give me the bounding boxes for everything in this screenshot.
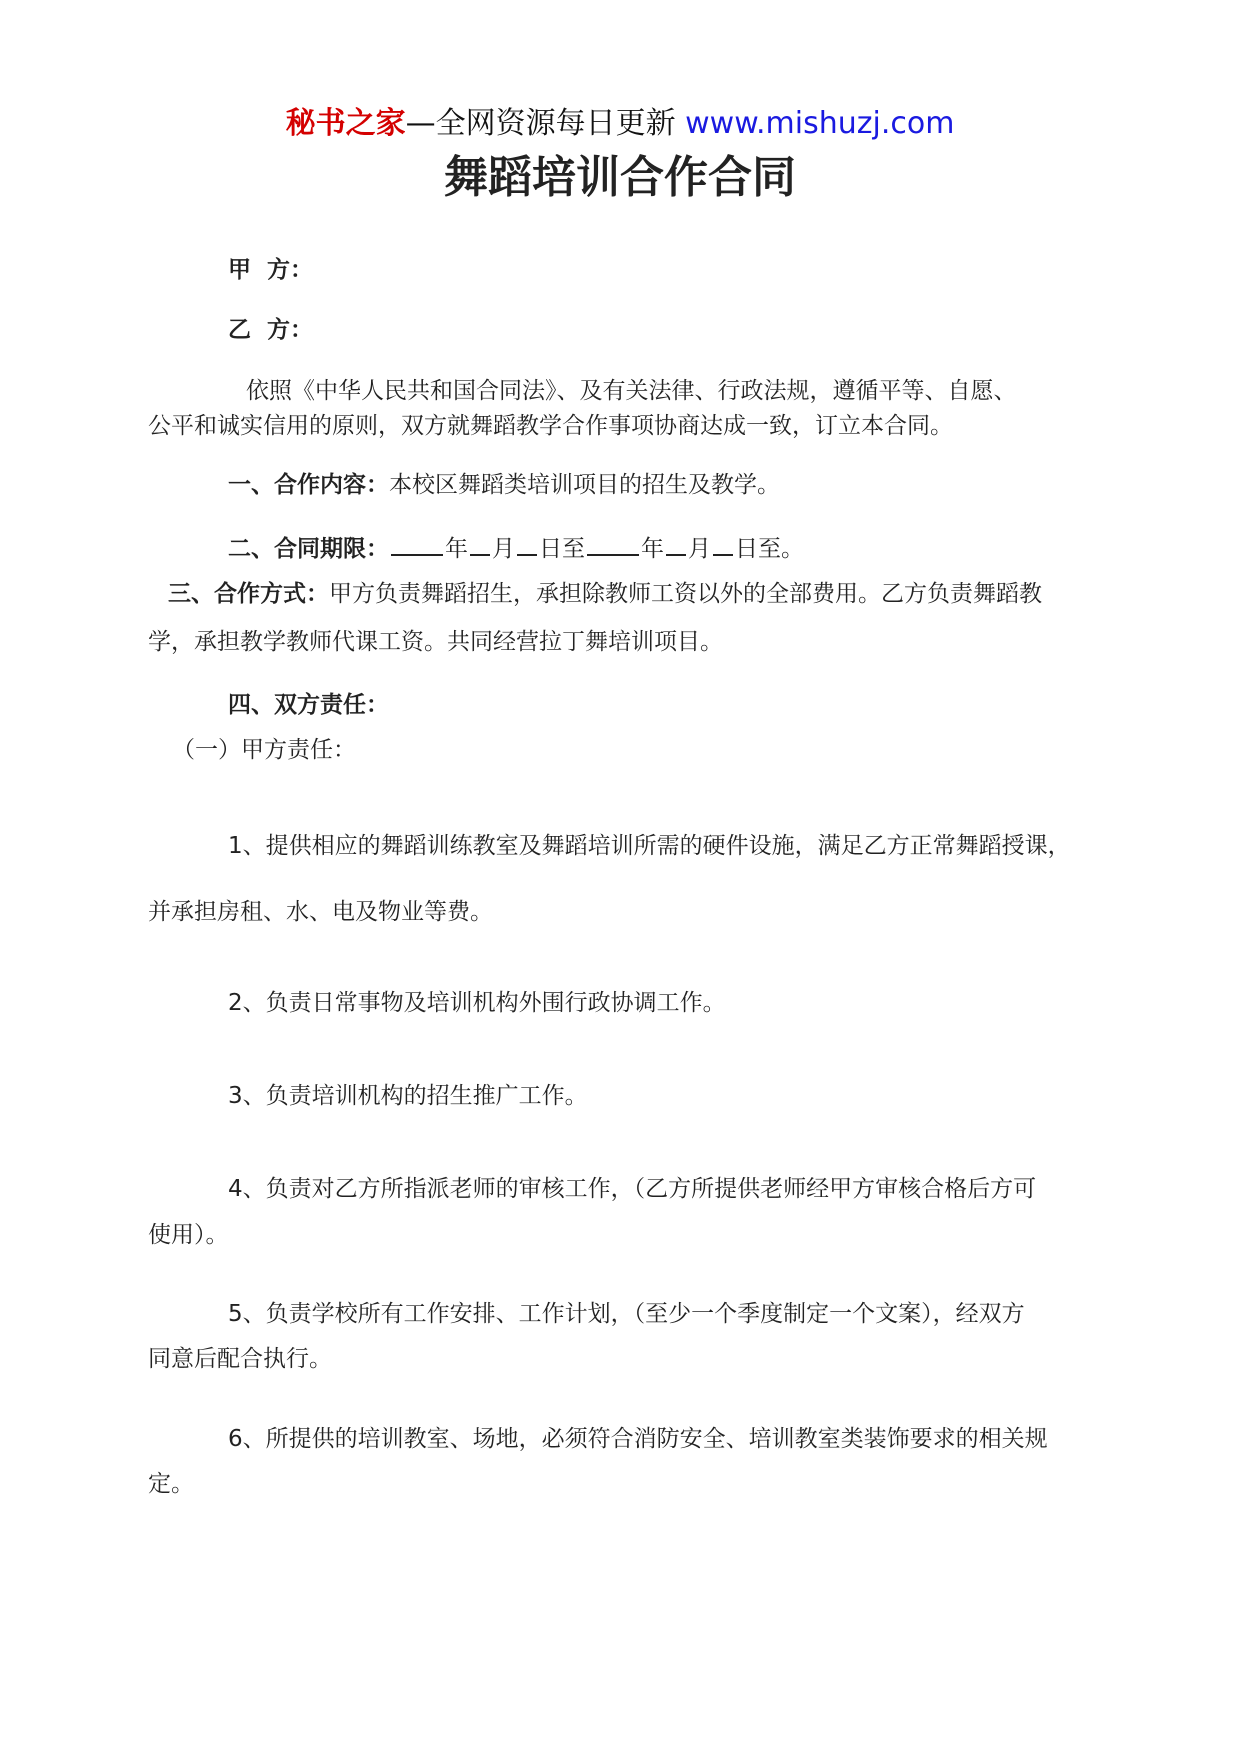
duty-item-2-text: 负责日常事物及培训机构外围行政协调工作。 (265, 990, 726, 1016)
end-year-label: 年 (641, 536, 664, 562)
start-month-blank[interactable] (470, 530, 490, 556)
duty-item-1-text: 提供相应的舞蹈训练教室及舞蹈培训所需的硬件设施，满足乙方正常舞蹈授课， (265, 833, 1071, 859)
duty-item-4 (228, 1173, 1036, 1205)
duty-item-6-text: 所提供的培训教室、场地，必须符合消防安全、培训教室类装饰要求的相关规 (265, 1426, 1048, 1452)
section-2-heading: 二、合同期限： (228, 536, 389, 562)
duty-item-4-text: 负责对乙方所指派老师的审核工作，（乙方所提供老师经甲方审核合格后方可 (265, 1176, 1037, 1202)
duty-item-4-cont: 使用）。 (148, 1222, 229, 1248)
section-3-line-1 (168, 578, 1042, 610)
duty-item-1 (228, 830, 1071, 862)
day-to-label: 日至 (539, 536, 585, 562)
site-banner (0, 104, 1240, 144)
start-year-blank[interactable] (391, 530, 443, 556)
intro-line-1: 依照《中华人民共和国合同法》、及有关法律、行政法规，遵循平等、自愿、 (246, 378, 1017, 404)
duty-item-1-num: 1、 (228, 833, 266, 859)
section-2 (228, 530, 804, 565)
intro-line-2: 公平和诚实信用的原则，双方就舞蹈教学合作事项协商达成一致，订立本合同。 (148, 413, 953, 439)
section-1-text: 本校区舞蹈类培训项目的招生及教学。 (389, 472, 780, 498)
section-3-text-1: 甲方负责舞蹈招生，承担除教师工资以外的全部费用。乙方负责舞蹈教 (329, 581, 1042, 607)
end-year-blank[interactable] (587, 530, 639, 556)
duty-item-6-cont: 定。 (148, 1471, 194, 1497)
duty-item-5-text: 负责学校所有工作安排、工作计划，（至少一个季度制定一个文案），经双方 (265, 1301, 1025, 1327)
duty-item-3-text: 负责培训机构的招生推广工作。 (265, 1083, 588, 1109)
duty-item-5 (228, 1298, 1025, 1330)
duty-item-2 (228, 987, 726, 1019)
party-a-label: 甲 方： (228, 257, 314, 283)
start-day-blank[interactable] (517, 530, 537, 556)
duty-item-1-cont: 并承担房租、水、电及物业等费。 (148, 899, 493, 925)
duty-item-6 (228, 1423, 1048, 1455)
duty-item-4-num: 4、 (228, 1176, 266, 1202)
document-title: 舞蹈培训合作合同 (444, 152, 796, 203)
year-label: 年 (445, 536, 468, 562)
duty-item-2-num: 2、 (228, 990, 266, 1016)
section-1-heading: 一、合作内容： (228, 472, 389, 498)
party-a-duties-heading: （一）甲方责任： (172, 737, 356, 763)
duty-item-3 (228, 1080, 588, 1112)
month-label: 月 (492, 536, 515, 562)
section-3-line-2: 学，承担教学教师代课工资。共同经营拉丁舞培训项目。 (148, 629, 723, 655)
section-3-heading: 三、合作方式： (168, 581, 329, 607)
duty-item-5-num: 5、 (228, 1301, 266, 1327)
end-day-label: 日至。 (735, 536, 804, 562)
banner-brand: 秘书之家 (285, 106, 406, 141)
duty-item-6-num: 6、 (228, 1426, 266, 1452)
end-day-blank[interactable] (713, 530, 733, 556)
section-1 (228, 469, 780, 501)
duty-item-5-cont: 同意后配合执行。 (148, 1346, 332, 1372)
end-month-blank[interactable] (666, 530, 686, 556)
party-b-label: 乙 方： (228, 317, 314, 343)
section-4-heading: 四、双方责任： (228, 692, 389, 718)
end-month-label: 月 (688, 536, 711, 562)
duty-item-3-num: 3、 (228, 1083, 266, 1109)
banner-slogan: —全网资源每日更新 (405, 106, 686, 141)
banner-url-link[interactable]: www.mishuzj.com (685, 106, 955, 141)
